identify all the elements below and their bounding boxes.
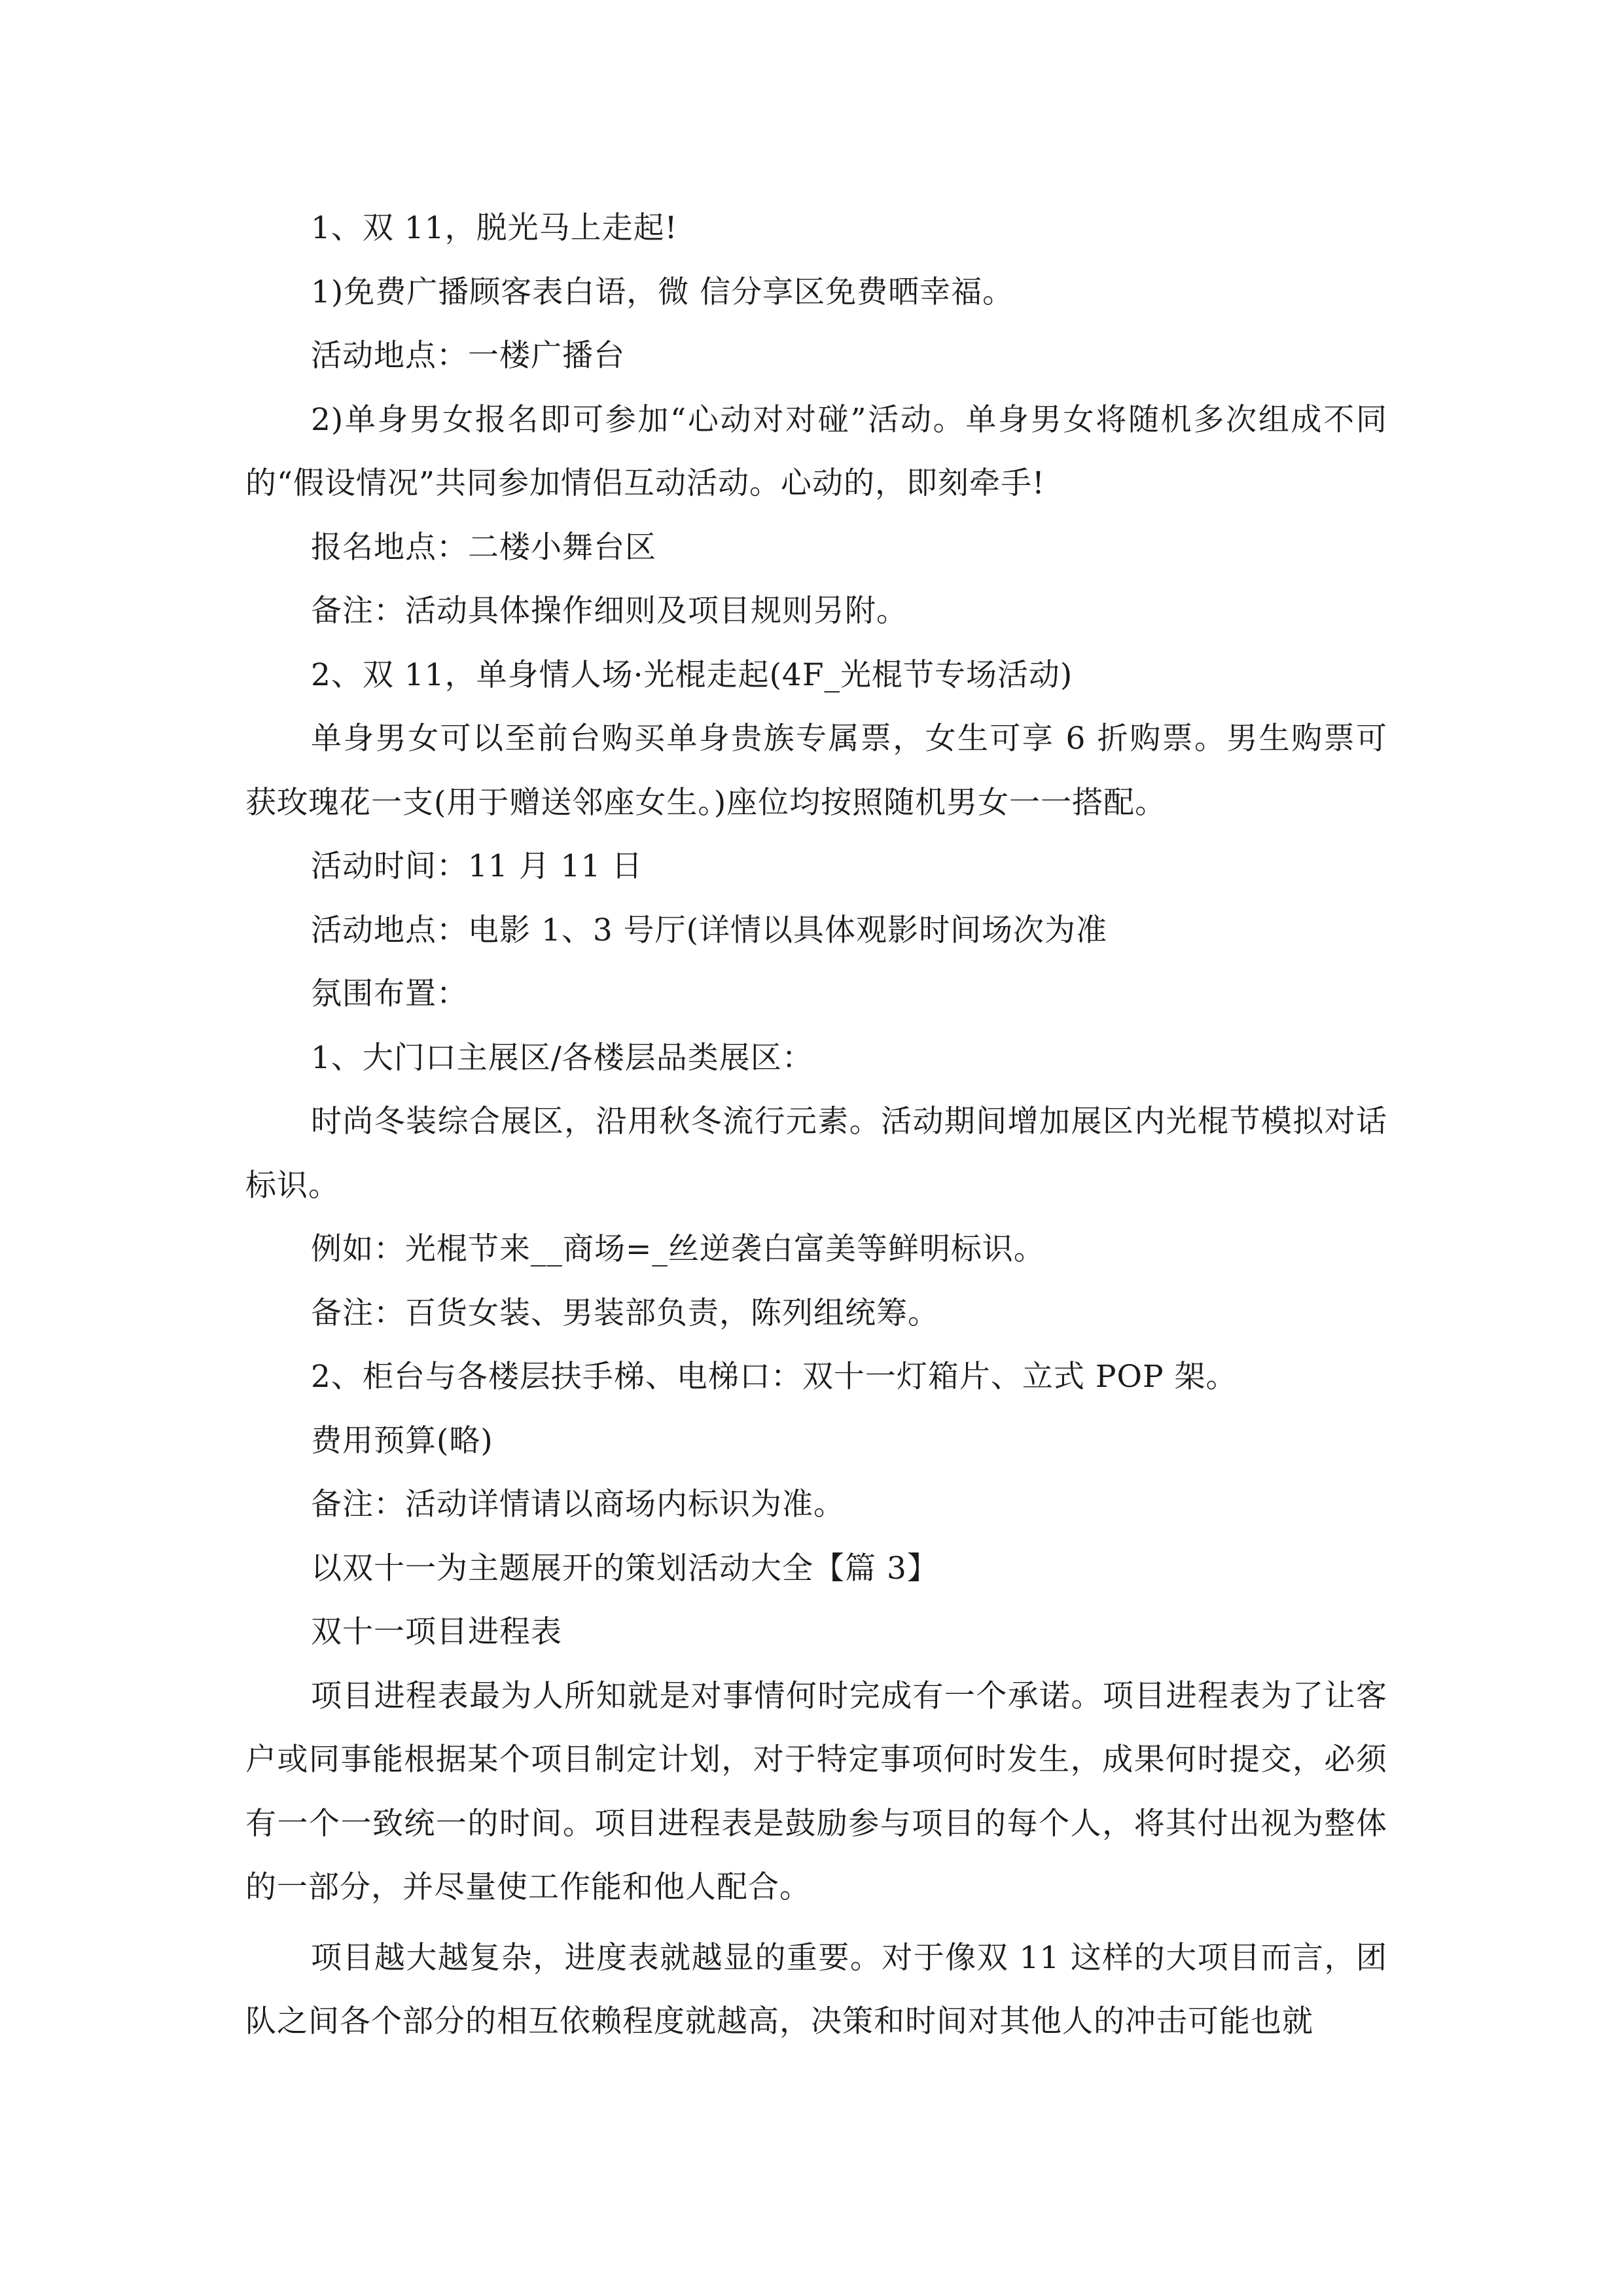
document-body xyxy=(245,196,1387,2054)
paragraph: 例如：光棍节来__商场=_丝逆袭白富美等鲜明标识。 xyxy=(311,1231,1045,1267)
paragraph: 时尚冬装综合展区，沿用秋冬流行元素。活动期间增加展区内光棍节模拟对话标识。 xyxy=(245,1103,1387,1204)
paragraph: 1、大门口主展区/各楼层品类展区： xyxy=(311,1039,813,1076)
paragraph: 报名地点：二楼小舞台区 xyxy=(311,529,656,565)
paragraph: 备注：活动详情请以商场内标识为准。 xyxy=(311,1486,845,1522)
paragraph: 1、双 11，脱光马上走起! xyxy=(311,210,678,246)
paragraph: 费用预算(略) xyxy=(311,1422,493,1459)
paragraph: 双十一项目进程表 xyxy=(311,1614,562,1650)
paragraph: 氛围布置： xyxy=(311,976,468,1012)
paragraph: 活动地点：一楼广播台 xyxy=(311,338,625,374)
paragraph: 2、双 11，单身情人场·光棍走起(4F_光棍节专场活动) xyxy=(311,656,1073,693)
paragraph: 备注：百货女装、男装部负责，陈列组统筹。 xyxy=(311,1295,939,1331)
paragraph: 2、柜台与各楼层扶手梯、电梯口：双十一灯箱片、立式 POP 架。 xyxy=(311,1359,1238,1395)
paragraph: 2)单身男女报名即可参加“心动对对碰”活动。单身男女将随机多次组成不同的“假设情况”共同参加情侣互动活动。心动的，即刻牵手! xyxy=(245,401,1387,501)
paragraph: 活动地点：电影 1、3 号厅(详情以具体观影时间场次为准 xyxy=(311,912,1108,948)
paragraph: 活动时间：11 月 11 日 xyxy=(311,848,643,884)
paragraph: 单身男女可以至前台购买单身贵族专属票，女生可享 6 折购票。男生购票可获玫瑰花一支(用于赠送邻座女生。)座位均按照随机男女一一搭配。 xyxy=(245,721,1387,821)
paragraph: 以双十一为主题展开的策划活动大全【篇 3】 xyxy=(311,1550,938,1587)
paragraph: 备注：活动具体操作细则及项目规则另附。 xyxy=(311,593,908,629)
paragraph: 项目进程表最为人所知就是对事情何时完成有一个承诺。项目进程表为了让客户或同事能根据某个项目制定计划，对于特定事项何时发生，成果何时提交，必须有一个一致统一的时间。项目进程表是鼓励参与项目的每个人，将其付出视为整体的一部分，并尽量使工作能和他人配合。 xyxy=(245,1677,1387,1905)
paragraph: 项目越大越复杂，进度表就越显的重要。对于像双 11 这样的大项目而言，团队之间各个部分的相互依赖程度就越高，决策和时间对其他人的冲击可能也就 xyxy=(245,1939,1387,2039)
paragraph: 1)免费广播顾客表白语，微 信分享区免费晒幸福。 xyxy=(311,274,1014,310)
